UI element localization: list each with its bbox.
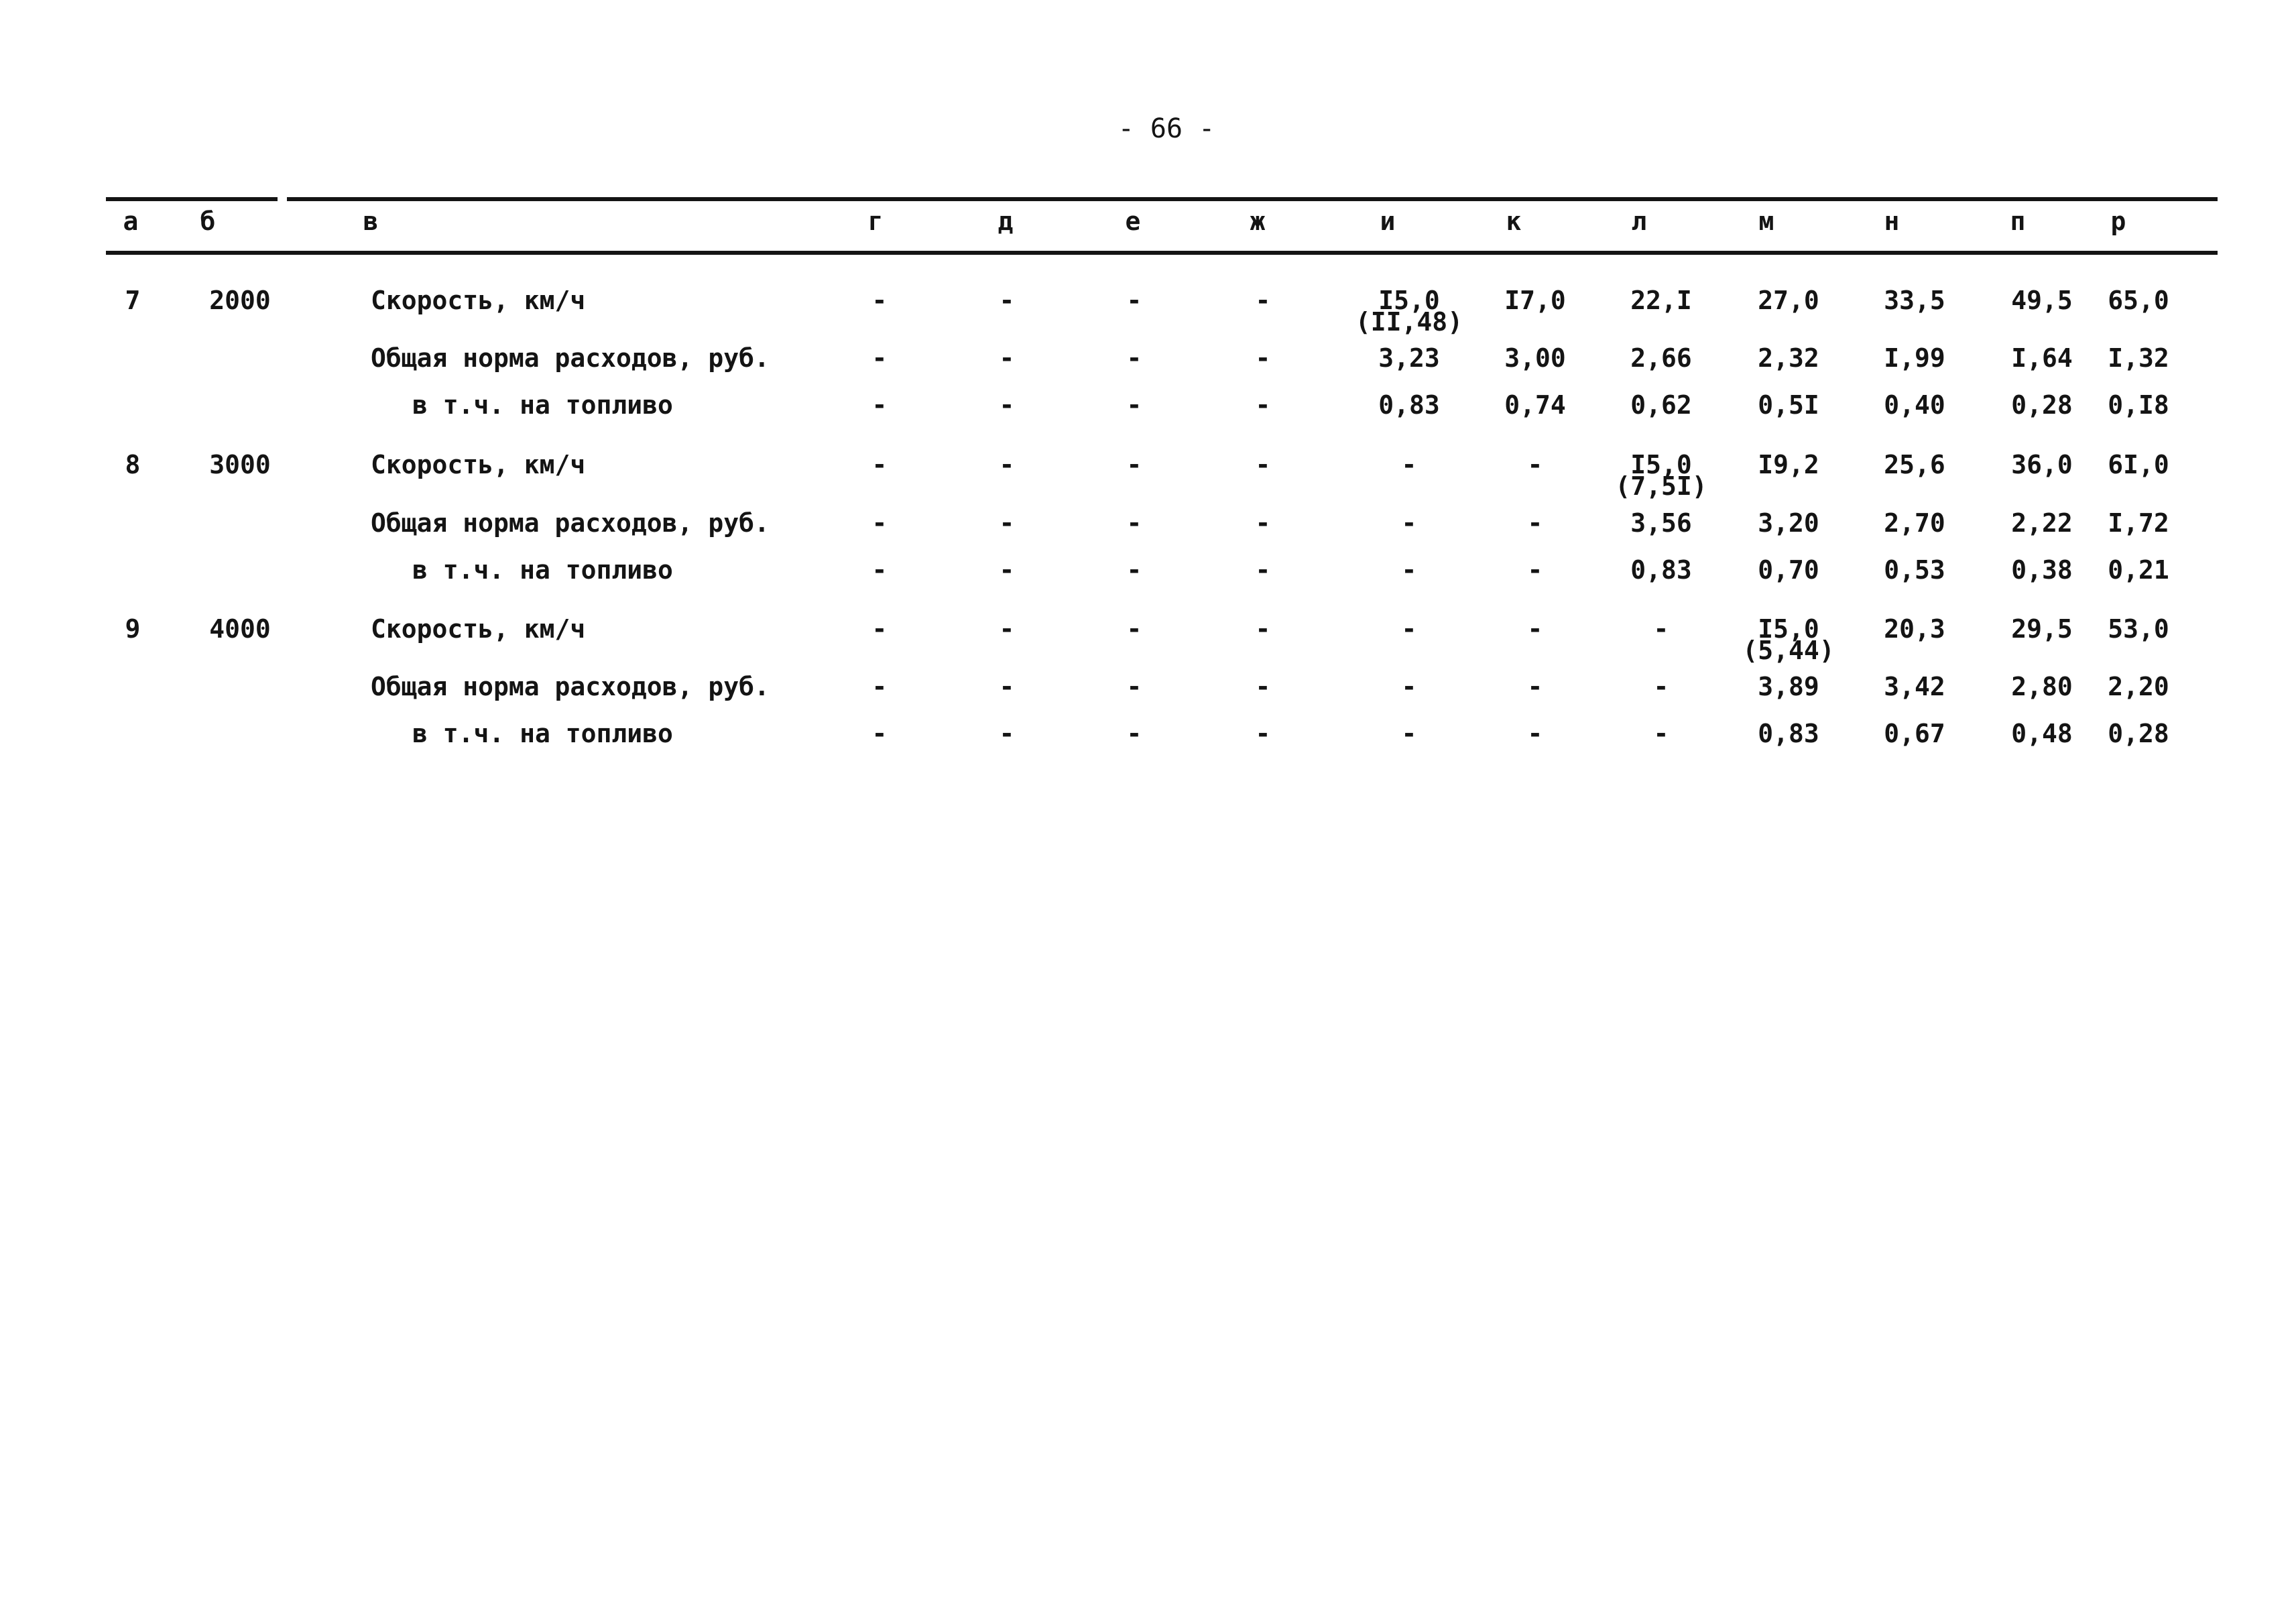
column-header-5: е — [1125, 207, 1141, 236]
column-header-7: и — [1380, 207, 1396, 236]
page-number: - 66 - — [1117, 113, 1215, 144]
table-cell: - — [1401, 450, 1417, 479]
table-cell: - — [999, 390, 1015, 420]
table-cell: 0,38 — [2011, 555, 2073, 585]
table-cell: - — [1527, 450, 1543, 479]
table-cell: I5,0 — [1758, 614, 1819, 644]
table-cell: 0,53 — [1884, 555, 1945, 585]
table-cell: Скорость, км/ч — [371, 286, 586, 315]
column-header-12: п — [2010, 207, 2026, 236]
table-cell: - — [1126, 719, 1142, 748]
table-cell: - — [871, 555, 888, 585]
table-cell: I7,0 — [1504, 286, 1566, 315]
table-cell: 7 — [125, 286, 141, 315]
table-cell: - — [1527, 555, 1543, 585]
column-header-11: н — [1884, 207, 1900, 236]
table-cell: 2,66 — [1630, 343, 1692, 373]
table-cell: 9 — [125, 614, 141, 644]
table-top-rule-left — [106, 197, 278, 201]
table-cell: - — [1401, 508, 1417, 538]
table-cell: - — [1255, 450, 1271, 479]
table-cell: 3,00 — [1504, 343, 1566, 373]
table-row — [0, 616, 2296, 656]
column-header-1: б — [200, 207, 216, 236]
table-cell: - — [999, 672, 1015, 701]
table-cell: 27,0 — [1758, 286, 1819, 315]
table-cell: - — [871, 672, 888, 701]
column-header-9: л — [1631, 207, 1647, 236]
table-cell: - — [871, 508, 888, 538]
table-cell: 3000 — [209, 450, 271, 479]
table-header-row — [0, 208, 2296, 248]
table-cell: - — [999, 286, 1015, 315]
table-cell: - — [1653, 719, 1669, 748]
table-cell: - — [1126, 555, 1142, 585]
table-cell: 3,89 — [1758, 672, 1819, 701]
table-cell: 20,3 — [1884, 614, 1945, 644]
table-cell: 0,21 — [2108, 555, 2169, 585]
table-cell: 0,70 — [1758, 555, 1819, 585]
table-cell: - — [1653, 672, 1669, 701]
table-row — [0, 557, 2296, 597]
table-cell: 4000 — [209, 614, 271, 644]
table-cell: в т.ч. на топливо — [412, 390, 673, 420]
table-cell: - — [1126, 450, 1142, 479]
table-cell: - — [999, 508, 1015, 538]
table-row — [0, 510, 2296, 550]
table-cell: - — [1527, 508, 1543, 538]
table-cell: 0,83 — [1378, 390, 1440, 420]
column-header-6: ж — [1250, 207, 1266, 236]
table-cell: 49,5 — [2011, 286, 2073, 315]
column-header-10: м — [1758, 207, 1774, 236]
table-cell: I,64 — [2011, 343, 2073, 373]
table-cell: - — [1126, 614, 1142, 644]
table-cell: - — [1401, 719, 1417, 748]
table-cell: в т.ч. на топливо — [412, 719, 673, 748]
table-top-rule-right — [287, 197, 2218, 201]
table-cell: - — [1255, 286, 1271, 315]
table-cell: 0,83 — [1758, 719, 1819, 748]
cell-subnote: (II,48) — [1355, 307, 1463, 337]
table-cell: - — [1527, 719, 1543, 748]
column-header-2: в — [363, 207, 379, 236]
table-cell: - — [999, 719, 1015, 748]
table-cell: 2,70 — [1884, 508, 1945, 538]
column-header-4: д — [998, 207, 1014, 236]
table-cell: - — [999, 450, 1015, 479]
table-cell: 33,5 — [1884, 286, 1945, 315]
table-cell: 2,32 — [1758, 343, 1819, 373]
table-cell: Скорость, км/ч — [371, 450, 586, 479]
table-cell: - — [871, 390, 888, 420]
table-cell: 65,0 — [2108, 286, 2169, 315]
table-cell: 0,40 — [1884, 390, 1945, 420]
table-cell: - — [1126, 286, 1142, 315]
table-cell: 0,5I — [1758, 390, 1819, 420]
table-cell: 29,5 — [2011, 614, 2073, 644]
table-cell: 0,74 — [1504, 390, 1566, 420]
table-cell: 0,28 — [2108, 719, 2169, 748]
table-row — [0, 673, 2296, 713]
table-cell: - — [999, 343, 1015, 373]
table-cell: - — [871, 286, 888, 315]
table-cell: - — [1126, 672, 1142, 701]
table-row — [0, 720, 2296, 760]
table-cell: 3,20 — [1758, 508, 1819, 538]
column-header-13: р — [2110, 207, 2126, 236]
table-cell: 3,42 — [1884, 672, 1945, 701]
table-cell: - — [871, 343, 888, 373]
column-header-0: а — [123, 207, 139, 236]
table-header-rule — [106, 251, 2218, 255]
table-row — [0, 392, 2296, 432]
table-cell: - — [1401, 672, 1417, 701]
table-cell: - — [1255, 390, 1271, 420]
table-cell: 3,23 — [1378, 343, 1440, 373]
table-cell: 8 — [125, 450, 141, 479]
table-cell: Общая норма расходов, руб. — [371, 343, 770, 373]
table-cell: 0,I8 — [2108, 390, 2169, 420]
table-cell: - — [1653, 614, 1669, 644]
table-cell: - — [1401, 614, 1417, 644]
cell-subnote: (5,44) — [1742, 636, 1835, 665]
table-cell: 53,0 — [2108, 614, 2169, 644]
table-cell: - — [1255, 614, 1271, 644]
table-cell: 36,0 — [2011, 450, 2073, 479]
table-cell: 2,80 — [2011, 672, 2073, 701]
table-cell: - — [1401, 555, 1417, 585]
table-cell: - — [1527, 614, 1543, 644]
table-cell: в т.ч. на топливо — [412, 555, 673, 585]
table-cell: - — [871, 719, 888, 748]
table-cell: 3,56 — [1630, 508, 1692, 538]
table-cell: Общая норма расходов, руб. — [371, 672, 770, 701]
table-row — [0, 451, 2296, 491]
table-cell: 0,83 — [1630, 555, 1692, 585]
column-header-3: г — [867, 207, 884, 236]
table-cell: - — [1255, 672, 1271, 701]
table-cell: - — [1255, 508, 1271, 538]
table-row — [0, 345, 2296, 385]
table-cell: 2,22 — [2011, 508, 2073, 538]
table-cell: - — [1255, 719, 1271, 748]
table-cell: - — [1527, 672, 1543, 701]
table-cell: 6I,0 — [2108, 450, 2169, 479]
table-cell: Скорость, км/ч — [371, 614, 586, 644]
table-cell: - — [871, 450, 888, 479]
table-cell: 2,20 — [2108, 672, 2169, 701]
table-cell: 25,6 — [1884, 450, 1945, 479]
table-cell: - — [1255, 555, 1271, 585]
table-cell: I,99 — [1884, 343, 1945, 373]
table-cell: - — [1126, 343, 1142, 373]
table-cell: - — [1255, 343, 1271, 373]
table-cell: I,32 — [2108, 343, 2169, 373]
table-cell: - — [1126, 508, 1142, 538]
table-cell: I5,0 — [1630, 450, 1692, 479]
table-row — [0, 287, 2296, 327]
table-cell: 2000 — [209, 286, 271, 315]
table-cell: - — [999, 555, 1015, 585]
column-header-8: к — [1506, 207, 1522, 236]
table-cell: 22,I — [1630, 286, 1692, 315]
table-cell: 0,28 — [2011, 390, 2073, 420]
table-cell: Общая норма расходов, руб. — [371, 508, 770, 538]
table-cell: I,72 — [2108, 508, 2169, 538]
table-cell: I9,2 — [1758, 450, 1819, 479]
table-cell: - — [999, 614, 1015, 644]
table-cell: 0,62 — [1630, 390, 1692, 420]
table-cell: 0,48 — [2011, 719, 2073, 748]
table-cell: I5,0 — [1378, 286, 1440, 315]
table-cell: - — [871, 614, 888, 644]
cell-subnote: (7,5I) — [1615, 471, 1707, 501]
table-cell: - — [1126, 390, 1142, 420]
table-cell: 0,67 — [1884, 719, 1945, 748]
